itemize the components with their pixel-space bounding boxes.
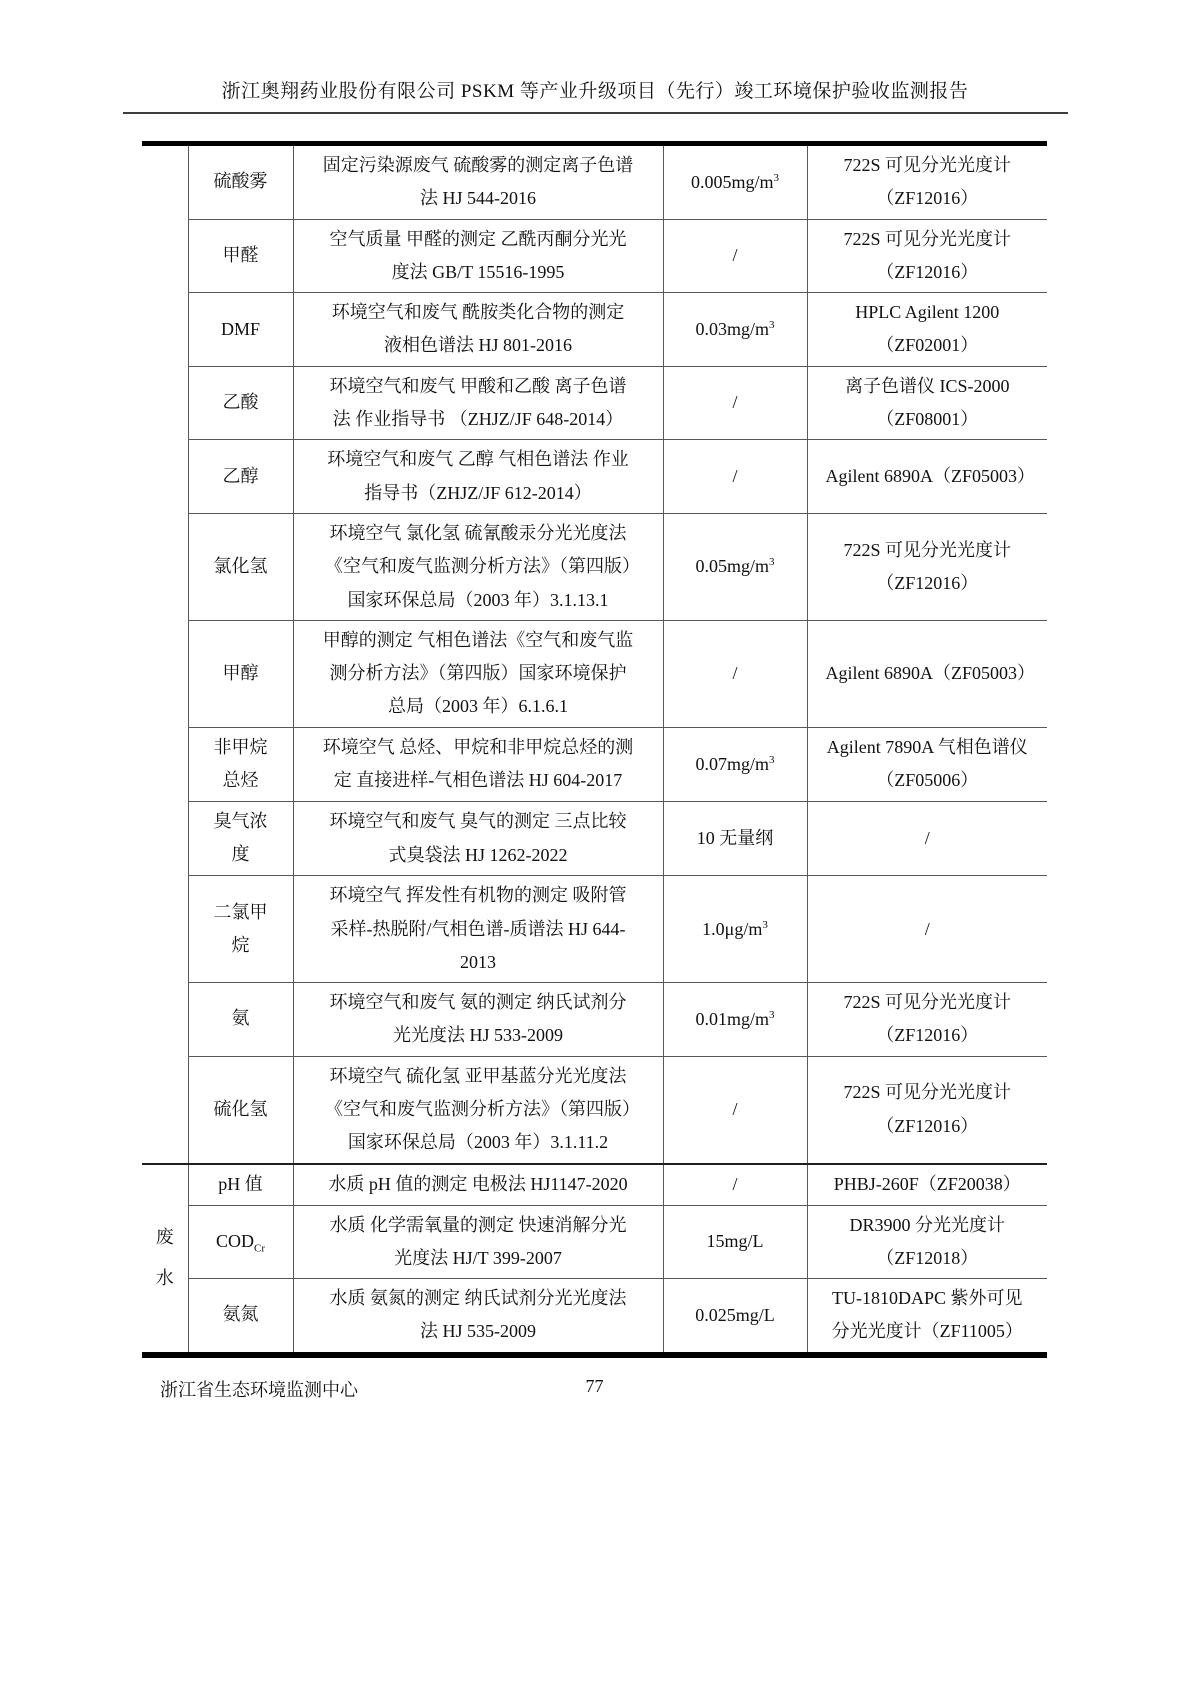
param-cell: 非甲烷总烃 [188, 727, 293, 801]
limit-cell: 10 无量纲 [663, 801, 807, 875]
method-cell: 固定污染源废气 硫酸雾的测定离子色谱法 HJ 544-2016 [293, 144, 663, 220]
method-cell: 环境空气 挥发性有机物的测定 吸附管采样-热脱附/气相色谱-质谱法 HJ 644-2013 [293, 876, 663, 983]
table-row [142, 1056, 1047, 1163]
limit-cell: / [663, 440, 807, 514]
method-cell: 环境空气 硫化氢 亚甲基蓝分光光度法《空气和废气监测分析方法》（第四版）国家环保总局（2003 年）3.1.11.2 [293, 1056, 663, 1163]
param-cell: $COD_{Cr}$ [188, 1205, 293, 1279]
table-row [142, 293, 1047, 367]
instrument-cell: HPLC Agilent 1200（ZF02001） [807, 293, 1047, 367]
method-cell: 水质 化学需氧量的测定 快速消解分光光度法 HJ/T 399-2007 [293, 1205, 663, 1279]
limit-cell: $0.07mg/m^3$ [663, 727, 807, 801]
table-row [142, 366, 1047, 440]
limit-cell: $1.0\mu g/m^3$ [663, 876, 807, 983]
instrument-cell: DR3900 分光光度计（ZF12018） [807, 1205, 1047, 1279]
instrument-cell: 离子色谱仪 ICS-2000（ZF08001） [807, 366, 1047, 440]
page-number: 77 [585, 1375, 604, 1396]
header-divider [123, 112, 1068, 114]
instrument-cell: 722S 可见分光光度计（ZF12016） [807, 983, 1047, 1057]
table-row [142, 440, 1047, 514]
instrument-cell: / [807, 801, 1047, 875]
instrument-cell: Agilent 6890A（ZF05003） [807, 440, 1047, 514]
limit-cell: / [663, 366, 807, 440]
table-row [142, 144, 1047, 220]
limit-cell: / [663, 620, 807, 727]
param-cell: 硫酸雾 [188, 144, 293, 220]
table-row [142, 620, 1047, 727]
param-cell: 乙醇 [188, 440, 293, 514]
category-cell-waste-gas [142, 144, 188, 1164]
instrument-cell: 722S 可见分光光度计（ZF12016） [807, 219, 1047, 293]
limit-cell: $0.05mg/m^3$ [663, 513, 807, 620]
instrument-cell: PHBJ-260F（ZF20038） [807, 1164, 1047, 1205]
param-cell: 硫化氢 [188, 1056, 293, 1163]
method-cell: 水质 氨氮的测定 纳氏试剂分光光度法 法 HJ 535-2009 [293, 1279, 663, 1355]
page-header [0, 0, 1190, 114]
param-cell: 乙酸 [188, 366, 293, 440]
page-footer [142, 1376, 1047, 1402]
method-cell: 环境空气和废气 酰胺类化合物的测定 液相色谱法 HJ 801-2016 [293, 293, 663, 367]
footer-organization: 浙江省生态环境监测中心 [160, 1379, 358, 1400]
limit-cell: / [663, 1056, 807, 1163]
method-cell: 环境空气 氯化氢 硫氰酸汞分光光度法《空气和废气监测分析方法》（第四版）国家环保总局（2003 年）3.1.13.1 [293, 513, 663, 620]
limit-cell: 15mg/L [663, 1205, 807, 1279]
method-cell: 水质 pH 值的测定 电极法 HJ1147-2020 [293, 1164, 663, 1205]
param-cell: 氨氮 [188, 1279, 293, 1355]
method-cell: 环境空气和废气 甲酸和乙酸 离子色谱法 作业指导书 （ZHJZ/JF 648-2014） [293, 366, 663, 440]
limit-cell: / [663, 219, 807, 293]
table-row [142, 876, 1047, 983]
param-cell: 氨 [188, 983, 293, 1057]
instrument-cell: Agilent 6890A（ZF05003） [807, 620, 1047, 727]
param-cell: 臭气浓度 [188, 801, 293, 875]
table-row [142, 1205, 1047, 1279]
limit-cell: 0.025mg/L [663, 1279, 807, 1355]
monitoring-methods-table [142, 141, 1047, 1358]
instrument-cell: / [807, 876, 1047, 983]
table-row [142, 1164, 1047, 1205]
param-cell: 甲醛 [188, 219, 293, 293]
table-row [142, 801, 1047, 875]
param-cell: pH 值 [188, 1164, 293, 1205]
method-cell: 空气质量 甲醛的测定 乙酰丙酮分光光度法 GB/T 15516-1995 [293, 219, 663, 293]
method-cell: 环境空气和废气 氨的测定 纳氏试剂分光光度法 HJ 533-2009 [293, 983, 663, 1057]
limit-cell: / [663, 1164, 807, 1205]
instrument-cell: 722S 可见分光光度计（ZF12016） [807, 1056, 1047, 1163]
param-cell: 甲醇 [188, 620, 293, 727]
param-cell: 氯化氢 [188, 513, 293, 620]
table-row [142, 513, 1047, 620]
param-cell: 二氯甲烷 [188, 876, 293, 983]
limit-cell: $0.03mg/m^3$ [663, 293, 807, 367]
method-cell: 环境空气和废气 乙醇 气相色谱法 作业指导书（ZHJZ/JF 612-2014） [293, 440, 663, 514]
table-row [142, 219, 1047, 293]
category-cell-wastewater: 废水 [142, 1164, 188, 1355]
instrument-cell: TU-1810DAPC 紫外可见分光光度计（ZF11005） [807, 1279, 1047, 1355]
method-cell: 甲醇的测定 气相色谱法《空气和废气监测分析方法》（第四版）国家环境保护总局（2003 年）6.1.6.1 [293, 620, 663, 727]
instrument-cell: 722S 可见分光光度计（ZF12016） [807, 144, 1047, 220]
table-row [142, 1279, 1047, 1355]
limit-cell: $0.01mg/m^3$ [663, 983, 807, 1057]
table-row [142, 727, 1047, 801]
report-title: 浙江奥翔药业股份有限公司 PSKM 等产业升级项目（先行）竣工环境保护验收监测报告 [221, 81, 969, 102]
method-cell: 环境空气和废气 臭气的测定 三点比较式臭袋法 HJ 1262-2022 [293, 801, 663, 875]
table-row [142, 983, 1047, 1057]
instrument-cell: Agilent 7890A 气相色谱仪（ZF05006） [807, 727, 1047, 801]
instrument-cell: 722S 可见分光光度计（ZF12016） [807, 513, 1047, 620]
method-cell: 环境空气 总烃、甲烷和非甲烷总烃的测定 直接进样-气相色谱法 HJ 604-2017 [293, 727, 663, 801]
param-cell: DMF [188, 293, 293, 367]
limit-cell: $0.005mg/m^3$ [663, 144, 807, 220]
